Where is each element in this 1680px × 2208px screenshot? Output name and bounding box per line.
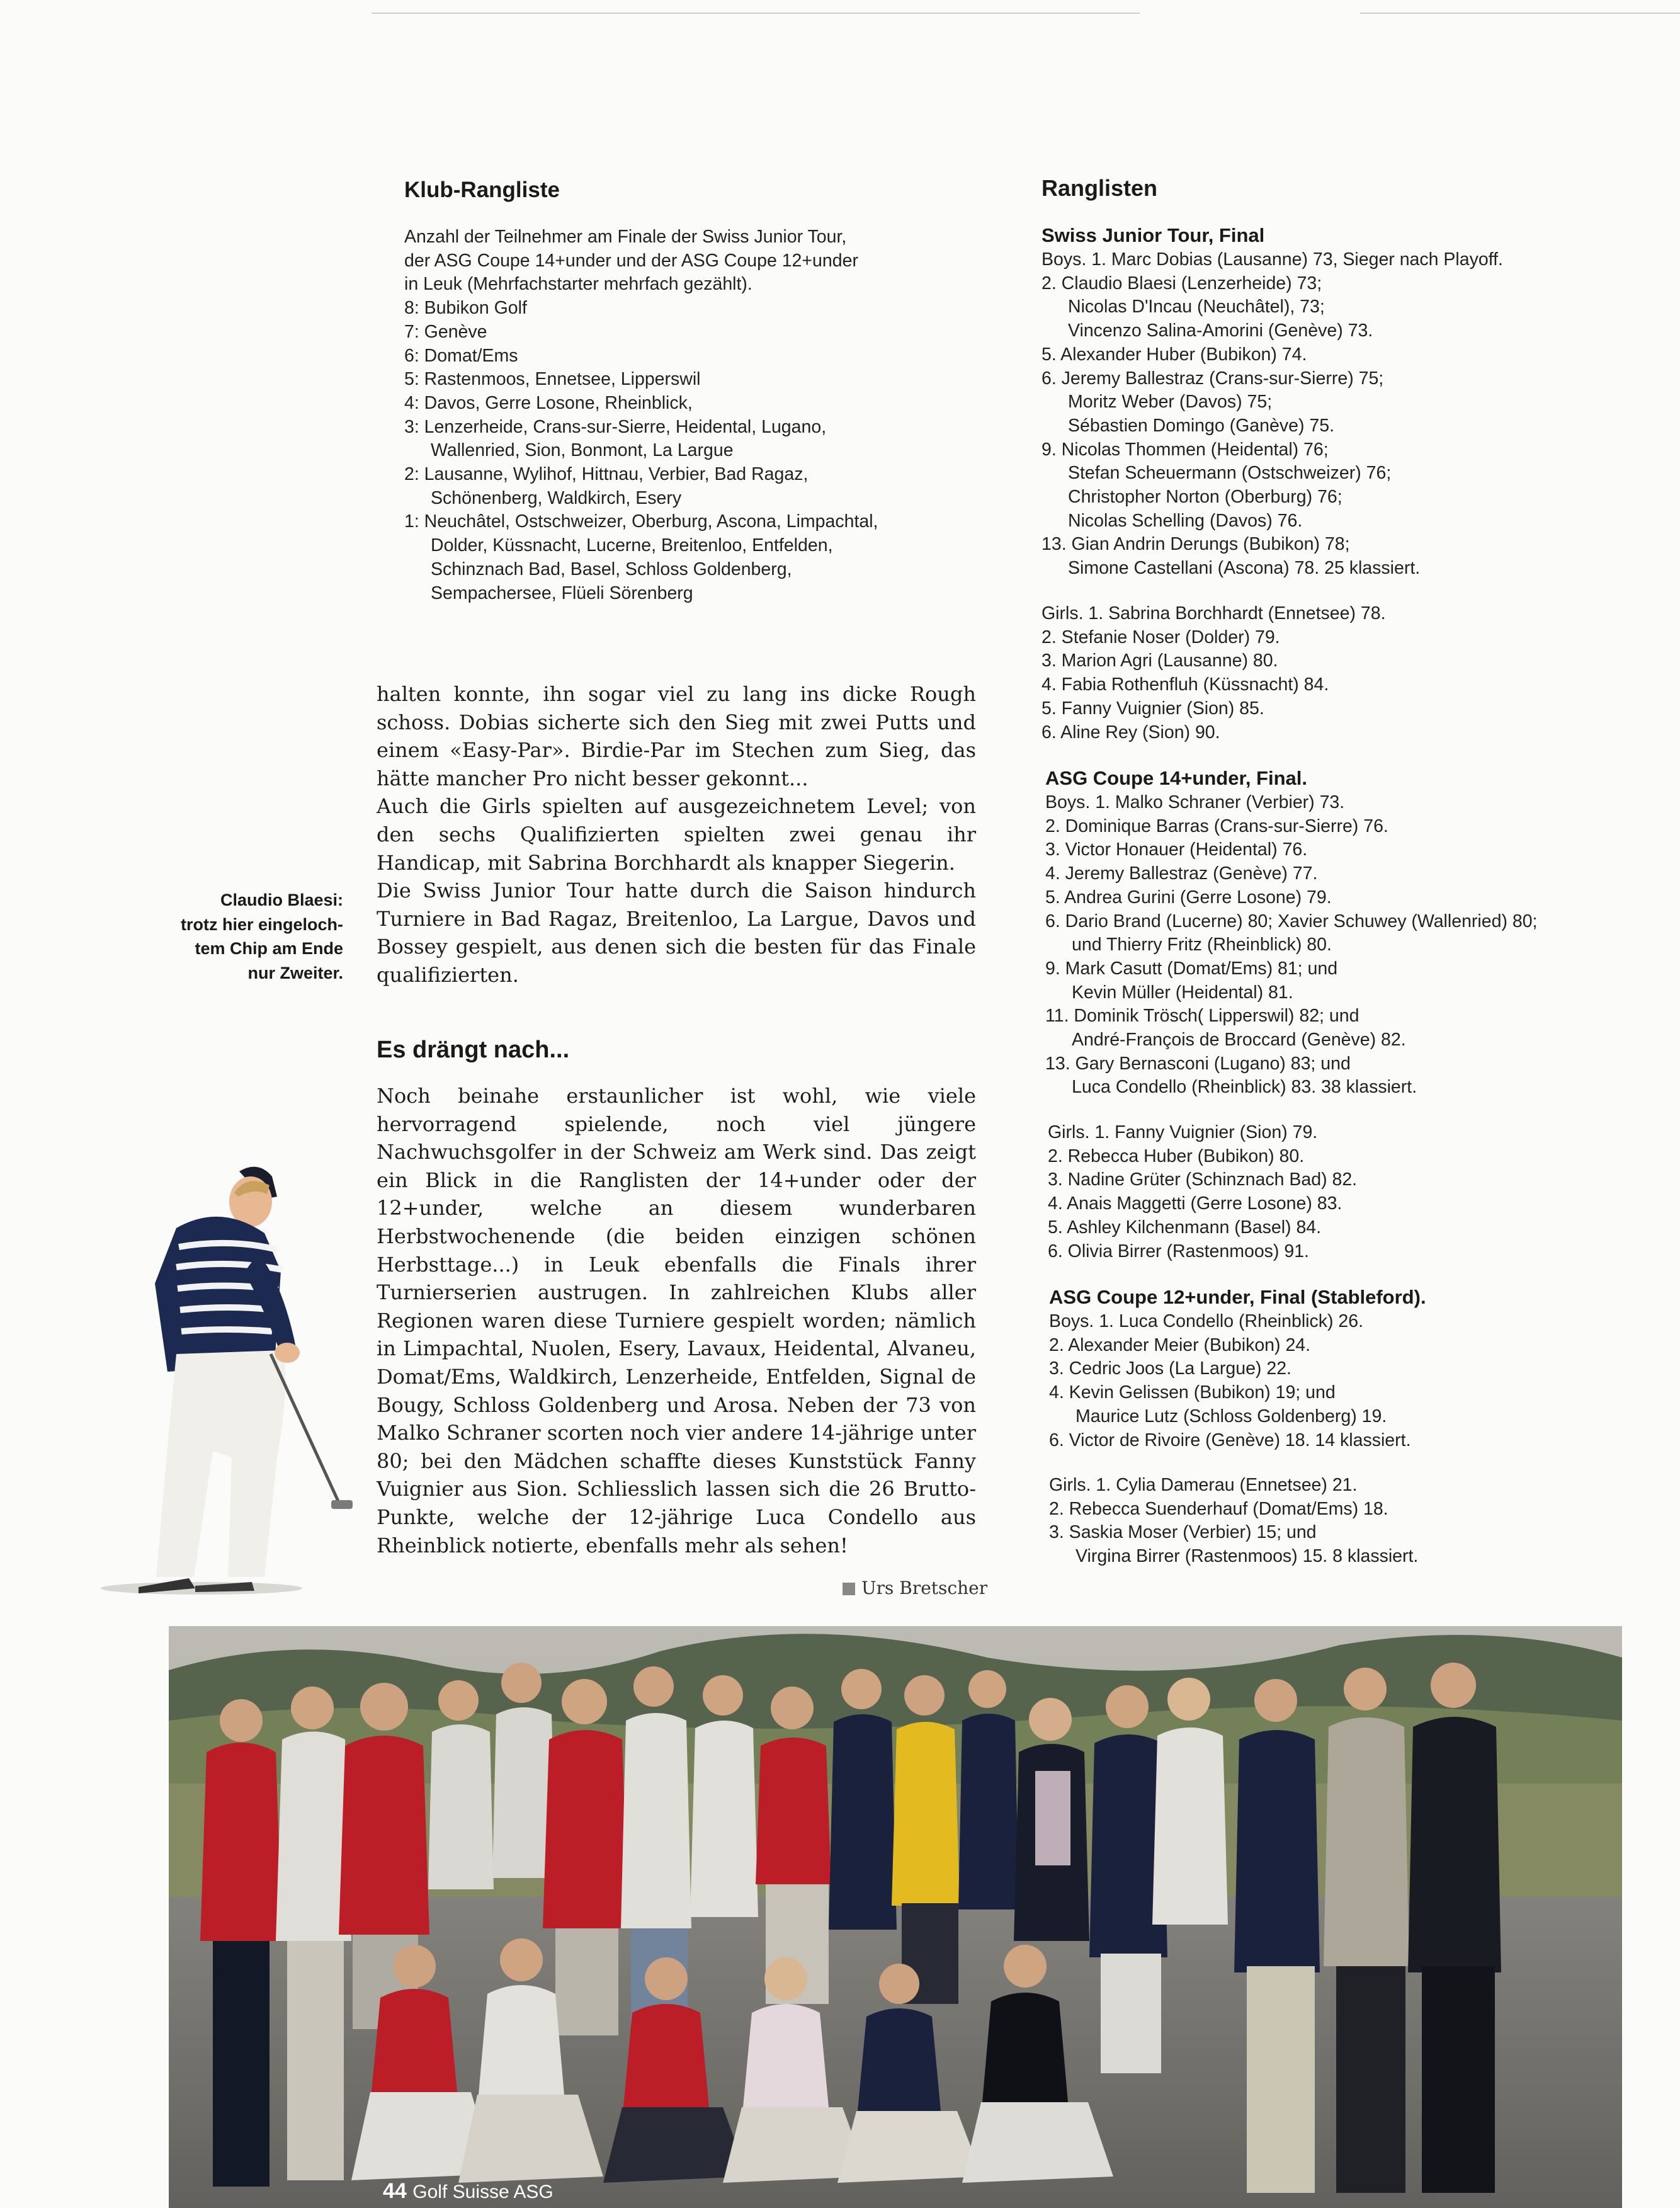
klub-rangliste-line: 5: Rastenmoos, Ennetsee, Lipperswil xyxy=(404,369,701,390)
article-upper xyxy=(377,680,976,989)
klub-rangliste-line: Wallenried, Sion, Bonmont, La Largue xyxy=(431,440,734,461)
result-line: und Thierry Fritz (Rheinblick) 80. xyxy=(1072,935,1332,955)
article-para-2: Auch die Girls spielten auf ausgezeichnetem Level; von den sechs Qualifizierten spielten zwei genau ihr Handicap, mit Sabrina Borchhardt als knapper Siegerin. xyxy=(377,794,976,875)
klub-rangliste-line: 2: Lausanne, Wylihof, Hittnau, Verbier, Bad Ragaz, xyxy=(404,464,809,485)
result-line: 2. Dominique Barras (Crans-sur-Sierre) 76. xyxy=(1045,816,1388,836)
result-line: 9. Nicolas Thommen (Heidental) 76; xyxy=(1041,439,1329,460)
golfer-image xyxy=(50,1146,378,1600)
klub-rangliste-line: 6: Domat/Ems xyxy=(404,345,518,366)
article-lower xyxy=(377,1082,976,1559)
klub-rangliste-line: Anzahl der Teilnehmer am Finale der Swiss Junior Tour, xyxy=(404,227,847,247)
author-square-icon xyxy=(843,1583,855,1595)
result-line: 2. Stefanie Noser (Dolder) 79. xyxy=(1041,627,1280,647)
klub-rangliste-line: Dolder, Küssnacht, Lucerne, Breitenloo, Entfelden, xyxy=(431,535,833,556)
result-line: 4. Kevin Gelissen (Bubikon) 19; und xyxy=(1049,1382,1336,1403)
page-number: 44 xyxy=(383,2179,407,2203)
result-line: 6. Dario Brand (Lucerne) 80; Xavier Schuwey (Wallenried) 80; xyxy=(1045,911,1538,931)
klub-rangliste-line: der ASG Coupe 14+under und der ASG Coupe 12+under xyxy=(404,250,858,271)
c14-title: ASG Coupe 14+under, Final. xyxy=(1045,767,1308,789)
klub-rangliste-line: Schinznach Bad, Basel, Schloss Goldenberg, xyxy=(431,559,792,579)
c14-girls-list xyxy=(1048,1121,1357,1263)
result-line: Sébastien Domingo (Ganève) 75. xyxy=(1068,415,1334,436)
klub-rangliste-line: 8: Bubikon Golf xyxy=(404,298,527,319)
klub-rangliste-line: Sempachersee, Flüeli Sörenberg xyxy=(431,583,693,603)
klub-rangliste-line: 3: Lenzerheide, Crans-sur-Sierre, Heidental, Lugano, xyxy=(404,416,827,437)
result-line: Simone Castellani (Ascona) 78. 25 klassiert. xyxy=(1068,558,1421,579)
c14-boys-list xyxy=(1045,791,1537,1100)
result-line: Girls. 1. Fanny Vuignier (Sion) 79. xyxy=(1048,1122,1318,1142)
result-line: Girls. 1. Sabrina Borchhardt (Ennetsee) 78. xyxy=(1041,603,1386,623)
caption-line-3: tem Chip am Ende xyxy=(195,939,343,958)
result-line: 5. Alexander Huber (Bubikon) 74. xyxy=(1041,344,1307,365)
result-line: Vincenzo Salina-Amorini (Genève) 73. xyxy=(1068,321,1373,341)
top-rule-right xyxy=(1360,13,1680,14)
result-line: 4. Anais Maggetti (Gerre Losone) 83. xyxy=(1048,1193,1342,1214)
result-line: 3. Saskia Moser (Verbier) 15; und xyxy=(1049,1522,1317,1543)
result-line: Moritz Weber (Davos) 75; xyxy=(1068,392,1273,413)
result-line: Boys. 1. Marc Dobias (Lausanne) 73, Sieger nach Playoff. xyxy=(1041,249,1503,270)
result-line: 3. Victor Honauer (Heidental) 76. xyxy=(1045,839,1308,860)
caption-line-1: Claudio Blaesi: xyxy=(220,891,343,909)
result-line: 6. Jeremy Ballestraz (Crans-sur-Sierre) 75; xyxy=(1041,368,1384,389)
article-subheading: Es drängt nach... xyxy=(377,1037,570,1063)
c12-title: ASG Coupe 12+under, Final (Stableford). xyxy=(1049,1286,1426,1308)
result-line: Nicolas Schelling (Davos) 76. xyxy=(1068,510,1303,531)
caption-line-4: nur Zweiter. xyxy=(247,963,343,982)
sjt-girls-list xyxy=(1041,602,1386,744)
result-line: 6. Victor de Rivoire (Genève) 18. 14 klassiert. xyxy=(1049,1430,1411,1450)
result-line: Virgina Birrer (Rastenmoos) 15. 8 klassiert. xyxy=(1076,1546,1419,1567)
klub-rangliste-list xyxy=(404,225,878,605)
result-line: 3. Marion Agri (Lausanne) 80. xyxy=(1041,651,1278,671)
photo-caption xyxy=(157,888,343,985)
result-line: Christopher Norton (Oberburg) 76; xyxy=(1068,487,1342,508)
result-line: 13. Gian Andrin Derungs (Bubikon) 78; xyxy=(1041,534,1350,555)
klub-rangliste-line: 1: Neuchâtel, Ostschweizer, Oberburg, Ascona, Limpachtal, xyxy=(404,511,878,532)
result-line: 4. Jeremy Ballestraz (Genève) 77. xyxy=(1045,863,1318,884)
result-line: 4. Fabia Rothenfluh (Küssnacht) 84. xyxy=(1041,674,1329,695)
group-photo xyxy=(169,1626,1622,2208)
result-line: 9. Mark Casutt (Domat/Ems) 81; und xyxy=(1045,958,1338,979)
ranglisten-title: Ranglisten xyxy=(1041,175,1158,201)
author-line xyxy=(843,1578,987,1598)
sjt-boys-list xyxy=(1041,248,1503,581)
article-para-1: halten konnte, ihn sogar viel zu lang ins dicke Rough schoss. Dobias sicherte sich den Sieg mit zwei Putts und einem «Easy-Par». Birdie-Par im Stechen zum Sieg, das hätte mancher Pro nicht besser gekonnt... xyxy=(377,682,976,790)
result-line: Stefan Scheuermann (Ostschweizer) 76; xyxy=(1068,463,1392,484)
article-para-4: Noch beinahe erstaunlicher ist wohl, wie viele hervorragend spielende, noch viel jüngere Nachwuchsgolfer in der Schweiz am Werk sind. Das zeigt ein Blick in die Ranglisten der 14+under oder der 12+under, welche an diesem wunderbaren Herbstwochenende (die beiden einzigen schönen Herbsttage...) in Leuk ebenfalls die Finals ihrer Turnierserien austrugen. In zahlreichen Klubs aller Regionen waren diese Turniere gespielt worden; nämlich in Limpachtal, Nuolen, Esery, Lavaux, Heidental, Alvaneu, Domat/Ems, Waldkirch, Lenzerheide, Entfelden, Signal de Bougy, Schloss Goldenberg und Arosa. Neben der 73 von Malko Schraner scorten noch vier andere 14-jährige unter 80; bei den Mädchen schaffte dieses Kunststück Fanny Vuignier aus Sion. Schliesslich lassen sich die 26 Brutto-Punkte, welche der 12-jährige Luca Condello aus Rheinblick notierte, ebenfalls mehr als sehen! xyxy=(377,1084,976,1557)
klub-rangliste-line: Schönenberg, Waldkirch, Esery xyxy=(431,487,682,508)
result-line: Girls. 1. Cylia Damerau (Ennetsee) 21. xyxy=(1049,1475,1358,1495)
result-line: 3. Cedric Joos (La Largue) 22. xyxy=(1049,1358,1291,1379)
klub-rangliste-line: 4: Davos, Gerre Losone, Rheinblick, xyxy=(404,392,693,413)
result-line: 2. Alexander Meier (Bubikon) 24. xyxy=(1049,1334,1311,1355)
result-line: André-François de Broccard (Genève) 82. xyxy=(1072,1030,1406,1050)
result-line: 5. Andrea Gurini (Gerre Losone) 79. xyxy=(1045,887,1332,908)
c12-boys-list xyxy=(1049,1310,1410,1452)
article-para-3: Die Swiss Junior Tour hatte durch die Saison hindurch Turniere in Bad Ragaz, Breitenloo, La Largue, Davos und Bossey gespielt, aus denen sich die besten für das Finale qualifizierten. xyxy=(377,879,976,987)
result-line: Boys. 1. Luca Condello (Rheinblick) 26. xyxy=(1049,1311,1364,1331)
result-line: 2. Rebecca Suenderhauf (Domat/Ems) 18. xyxy=(1049,1498,1388,1519)
result-line: Kevin Müller (Heidental) 81. xyxy=(1072,982,1293,1003)
result-line: Boys. 1. Malko Schraner (Verbier) 73. xyxy=(1045,792,1345,812)
result-line: Maurice Lutz (Schloss Goldenberg) 19. xyxy=(1076,1406,1387,1426)
result-line: Luca Condello (Rheinblick) 83. 38 klassiert. xyxy=(1072,1077,1417,1098)
result-line: 11. Dominik Trösch( Lipperswil) 82; und xyxy=(1045,1006,1359,1027)
result-line: 3. Nadine Grüter (Schinznach Bad) 82. xyxy=(1048,1169,1358,1190)
caption-line-2: trotz hier eingeloch- xyxy=(180,914,343,934)
page-folio xyxy=(383,2179,553,2204)
result-line: 2. Rebecca Huber (Bubikon) 80. xyxy=(1048,1146,1305,1166)
sjt-title: Swiss Junior Tour, Final xyxy=(1041,224,1265,246)
result-line: 13. Gary Bernasconi (Lugano) 83; und xyxy=(1045,1053,1351,1074)
result-line: Nicolas D'Incau (Neuchâtel), 73; xyxy=(1068,297,1325,317)
result-line: 5. Ashley Kilchenmann (Basel) 84. xyxy=(1048,1217,1322,1238)
top-rule-left xyxy=(372,13,1140,14)
result-line: 2. Claudio Blaesi (Lenzerheide) 73; xyxy=(1041,273,1322,293)
author-name: Urs Bretscher xyxy=(861,1578,988,1598)
magazine-name: Golf Suisse ASG xyxy=(412,2182,553,2202)
klub-rangliste-line: 7: Genève xyxy=(404,321,487,342)
c12-girls-list xyxy=(1049,1474,1418,1569)
result-line: 6. Aline Rey (Sion) 90. xyxy=(1041,722,1220,743)
klub-rangliste-title: Klub-Rangliste xyxy=(404,178,560,202)
result-line: 5. Fanny Vuignier (Sion) 85. xyxy=(1041,698,1264,719)
klub-rangliste-line: in Leuk (Mehrfachstarter mehrfach gezählt). xyxy=(404,274,752,295)
result-line: 6. Olivia Birrer (Rastenmoos) 91. xyxy=(1048,1241,1309,1261)
